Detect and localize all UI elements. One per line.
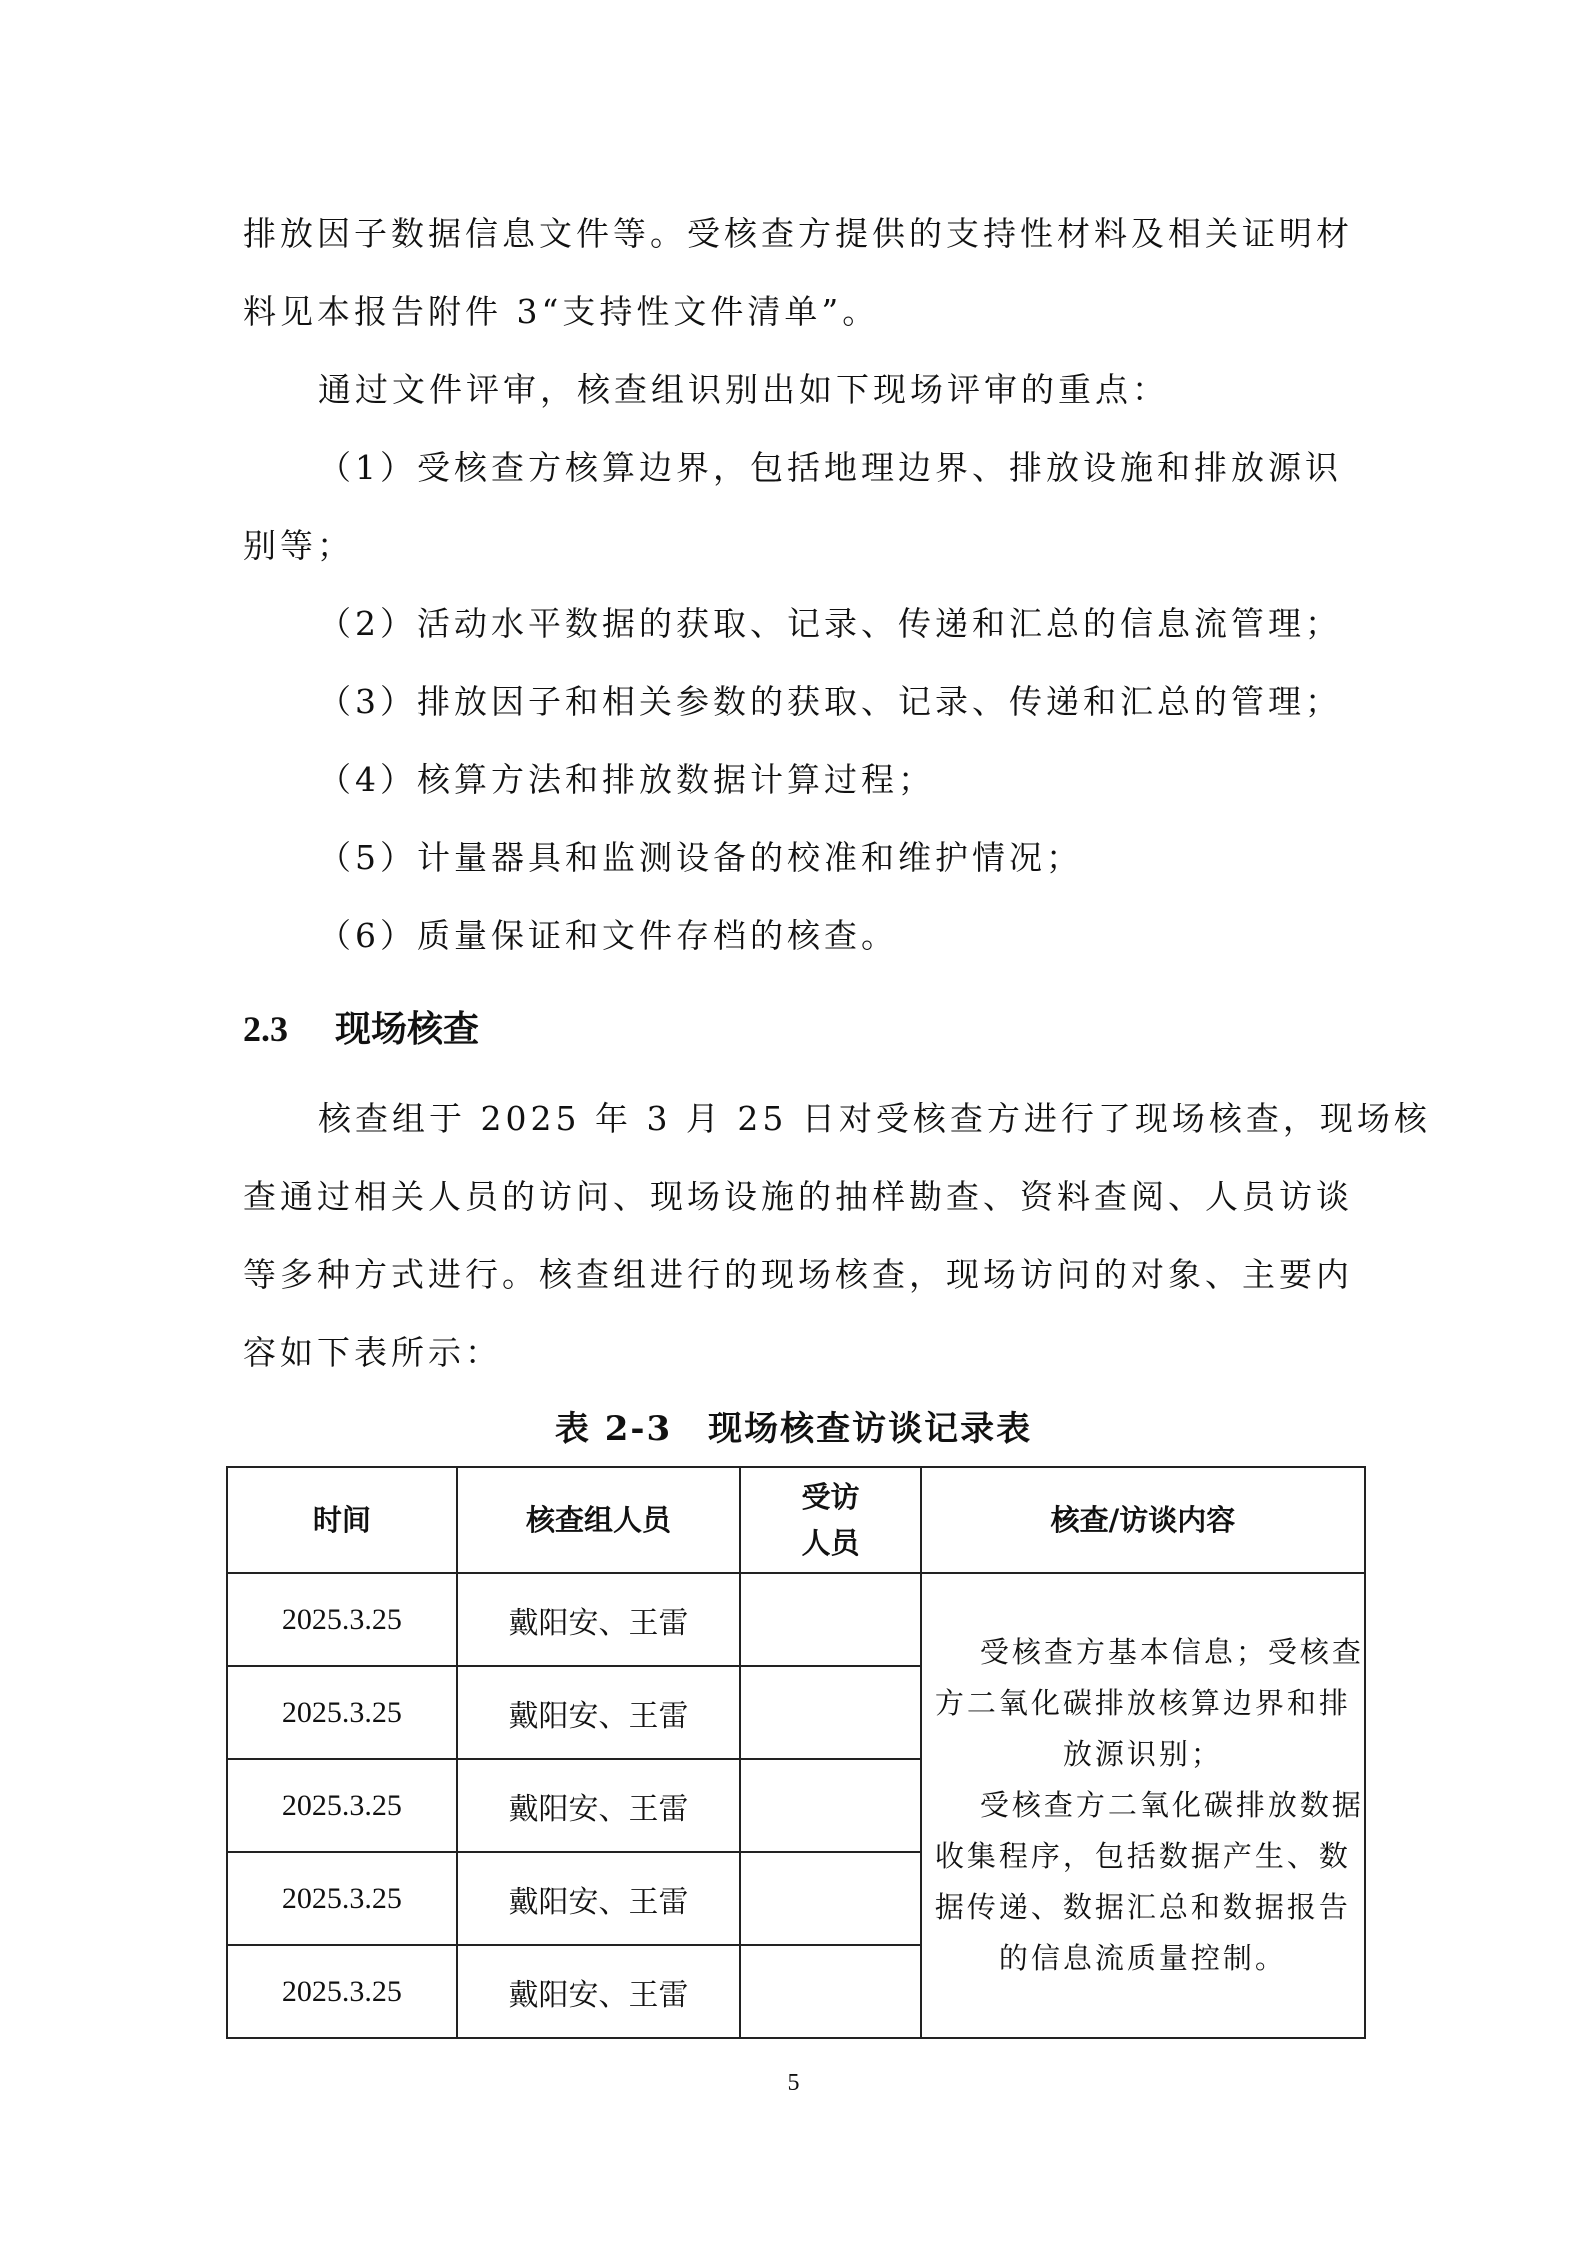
header-interviewee [740, 1467, 921, 1573]
cell-date: 2025.3.25 [227, 1759, 457, 1852]
list-item-5: （5）计量器具和监测设备的校准和维护情况； [318, 838, 1083, 877]
table-caption: 表 2-3 现场核查访谈记录表 [554, 1409, 1033, 1449]
cell-date: 2025.3.25 [227, 1573, 457, 1666]
table-row [227, 1573, 1365, 1666]
section-text-line: 等多种方式进行。核查组进行的现场核查，现场访问的对象、主要内 [243, 1255, 1353, 1294]
cell-interviewee [740, 1666, 921, 1759]
cell-members: 戴阳安、王雷 [457, 1945, 740, 2038]
header-interviewee-line1: 受访 [801, 1480, 860, 1514]
list-item-3: （3）排放因子和相关参数的获取、记录、传递和汇总的管理； [318, 682, 1342, 721]
cell-members: 戴阳安、王雷 [457, 1852, 740, 1945]
list-item-1: （1）受核查方核算边界，包括地理边界、排放设施和排放源识 [318, 448, 1342, 487]
header-content: 核查/访谈内容 [921, 1467, 1365, 1573]
content-paragraph-1: 受核查方基本信息；受核查方二氧化碳排放核算边界和排放源识别； [934, 1635, 1364, 1771]
paragraph-review-intro: 通过文件评审，核查组识别出如下现场评审的重点： [318, 370, 1169, 409]
paragraph-line: 料见本报告附件 3“支持性文件清单”。 [243, 292, 880, 331]
paragraph-line: 排放因子数据信息文件等。受核查方提供的支持性材料及相关证明材 [243, 214, 1353, 253]
cell-interviewee [740, 1759, 921, 1852]
cell-members: 戴阳安、王雷 [457, 1759, 740, 1852]
section-text-line: 容如下表所示： [243, 1333, 502, 1372]
list-item-6: （6）质量保证和文件存档的核查。 [318, 916, 898, 955]
cell-content [921, 1573, 1365, 2038]
cell-interviewee [740, 1945, 921, 2038]
section-title: 现场核查 [335, 1008, 480, 1050]
cell-date: 2025.3.25 [227, 1945, 457, 2038]
section-number: 2.3 [243, 1009, 288, 1049]
section-text-line: 核查组于 2025 年 3 月 25 日对受核查方进行了现场核查，现场核 [318, 1099, 1431, 1138]
interview-record-table [226, 1466, 1366, 2039]
page-number: 5 [787, 2070, 800, 2096]
list-item-1-continued: 别等； [243, 526, 354, 565]
header-time: 时间 [227, 1467, 457, 1573]
cell-members: 戴阳安、王雷 [457, 1573, 740, 1666]
cell-members: 戴阳安、王雷 [457, 1666, 740, 1759]
content-paragraph-2: 受核查方二氧化碳排放数据收集程序，包括数据产生、数据传递、数据汇总和数据报告的信息流质量控制。 [934, 1788, 1364, 1975]
table-header-row [227, 1467, 1365, 1573]
section-text-line: 查通过相关人员的访问、现场设施的抽样勘查、资料查阅、人员访谈 [243, 1177, 1353, 1216]
section-heading [243, 990, 479, 1068]
cell-interviewee [740, 1852, 921, 1945]
cell-date: 2025.3.25 [227, 1666, 457, 1759]
list-item-4: （4）核算方法和排放数据计算过程； [318, 760, 935, 799]
header-interviewee-line2: 人员 [801, 1526, 860, 1560]
header-team: 核查组人员 [457, 1467, 740, 1573]
cell-date: 2025.3.25 [227, 1852, 457, 1945]
list-item-2: （2）活动水平数据的获取、记录、传递和汇总的信息流管理； [318, 604, 1342, 643]
cell-interviewee [740, 1573, 921, 1666]
